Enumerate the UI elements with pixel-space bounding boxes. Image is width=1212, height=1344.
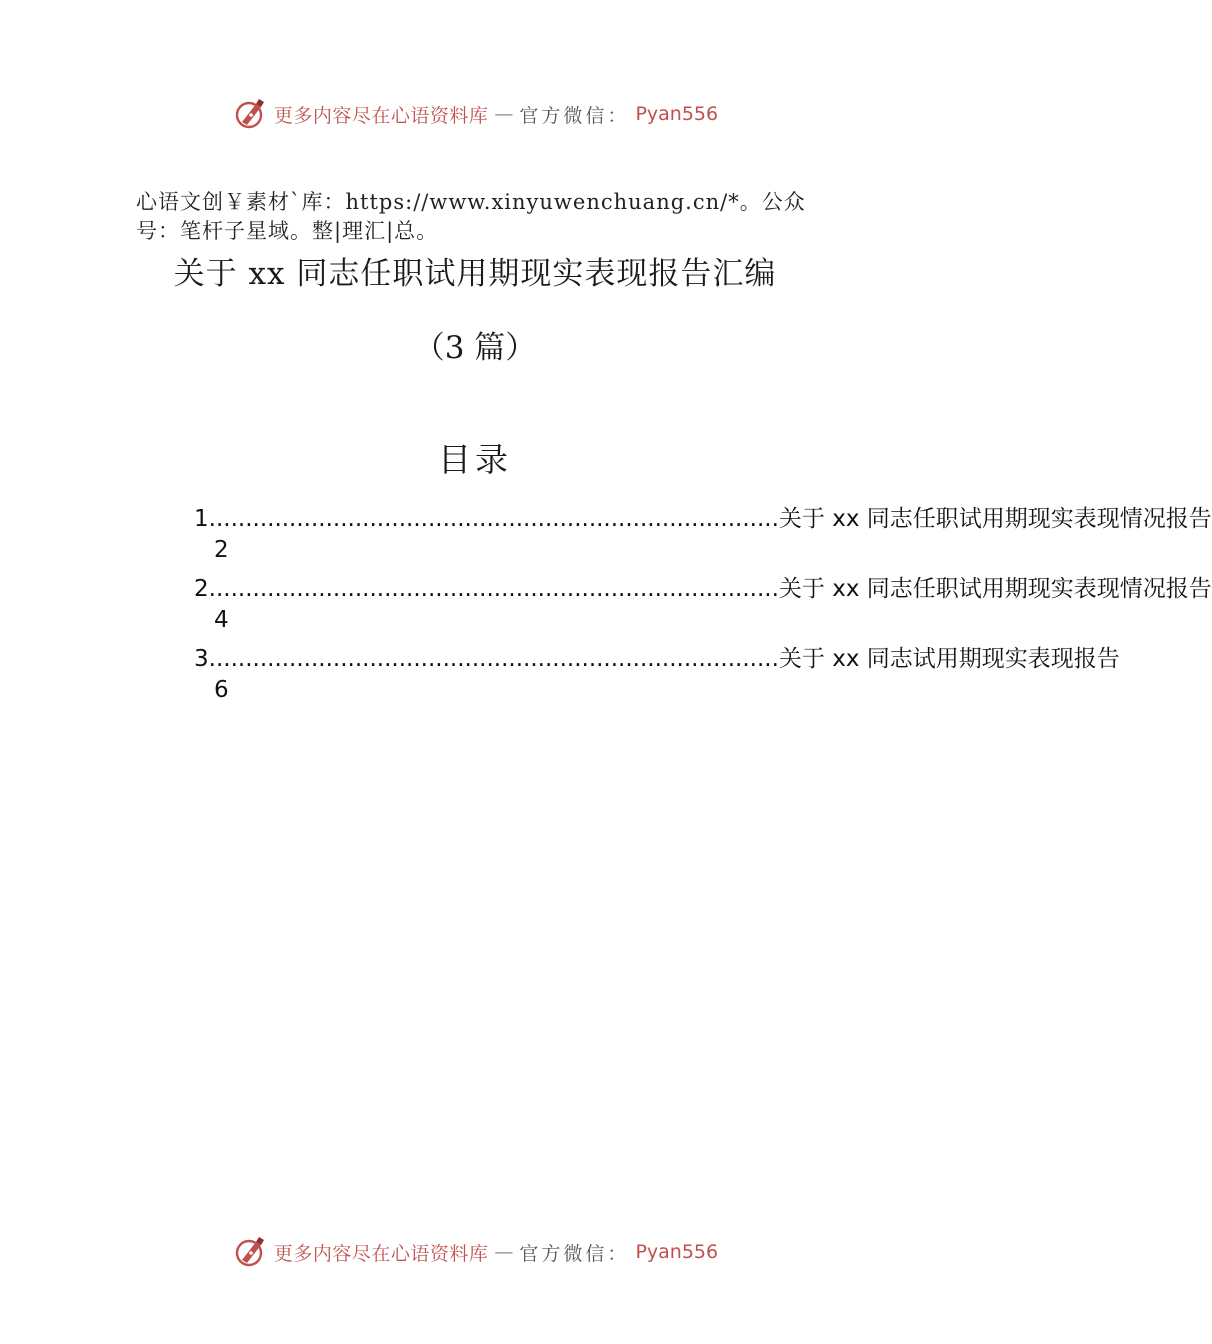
- toc-item[interactable]: [194, 503, 1212, 573]
- toc-item-label: 关于 xx 同志试用期现实表现报告: [778, 646, 1120, 672]
- pen-nib-logo-icon: [232, 1234, 268, 1270]
- toc-item-label: 关于 xx 同志任职试用期现实表现情况报告: [778, 576, 1212, 602]
- source-note: 心语文创￥素材`库：https://www.xinyuwenchuang.cn/*。公众号：笔杆子星域。整|理汇|总。: [136, 190, 806, 243]
- toc-item[interactable]: [194, 643, 1120, 713]
- banner-dash: —: [494, 1241, 514, 1263]
- header-banner: [0, 94, 950, 134]
- banner-dash: —: [494, 103, 514, 125]
- banner-wechat-id: Pyan556: [635, 103, 719, 125]
- toc-heading: 目录: [438, 440, 512, 479]
- footer-banner: [0, 1232, 950, 1272]
- toc-item-line: [194, 573, 1212, 605]
- banner-wechat-id: Pyan556: [635, 1241, 719, 1263]
- toc-item-page: 6: [214, 677, 229, 703]
- document-subtitle: （3 篇）: [413, 330, 537, 366]
- table-of-contents: [194, 503, 1212, 713]
- document-title: 关于 xx 同志任职试用期现实表现报告汇编: [173, 256, 777, 292]
- toc-item[interactable]: [194, 573, 1212, 643]
- toc-item-label: 关于 xx 同志任职试用期现实表现情况报告: [778, 506, 1212, 532]
- toc-item-line: [194, 503, 1212, 535]
- toc-item-number: 3: [194, 646, 209, 672]
- toc-item-page: 4: [214, 607, 229, 633]
- toc-dot-leader: ..............................................................................: [208, 506, 779, 532]
- pen-nib-logo-icon: [232, 96, 268, 132]
- banner-wechat-label: 官方微信：: [519, 104, 630, 127]
- banner-text: 更多内容尽在心语资料库: [273, 1242, 489, 1265]
- toc-item-number: 1: [194, 506, 209, 532]
- toc-item-page: 2: [214, 537, 229, 563]
- toc-item-number: 2: [194, 576, 209, 602]
- banner-wechat-label: 官方微信：: [519, 1242, 630, 1265]
- toc-item-line: [194, 643, 1120, 675]
- banner-text: 更多内容尽在心语资料库: [273, 104, 489, 127]
- toc-dot-leader: ..............................................................................: [208, 646, 779, 672]
- toc-dot-leader: ..............................................................................: [208, 576, 779, 602]
